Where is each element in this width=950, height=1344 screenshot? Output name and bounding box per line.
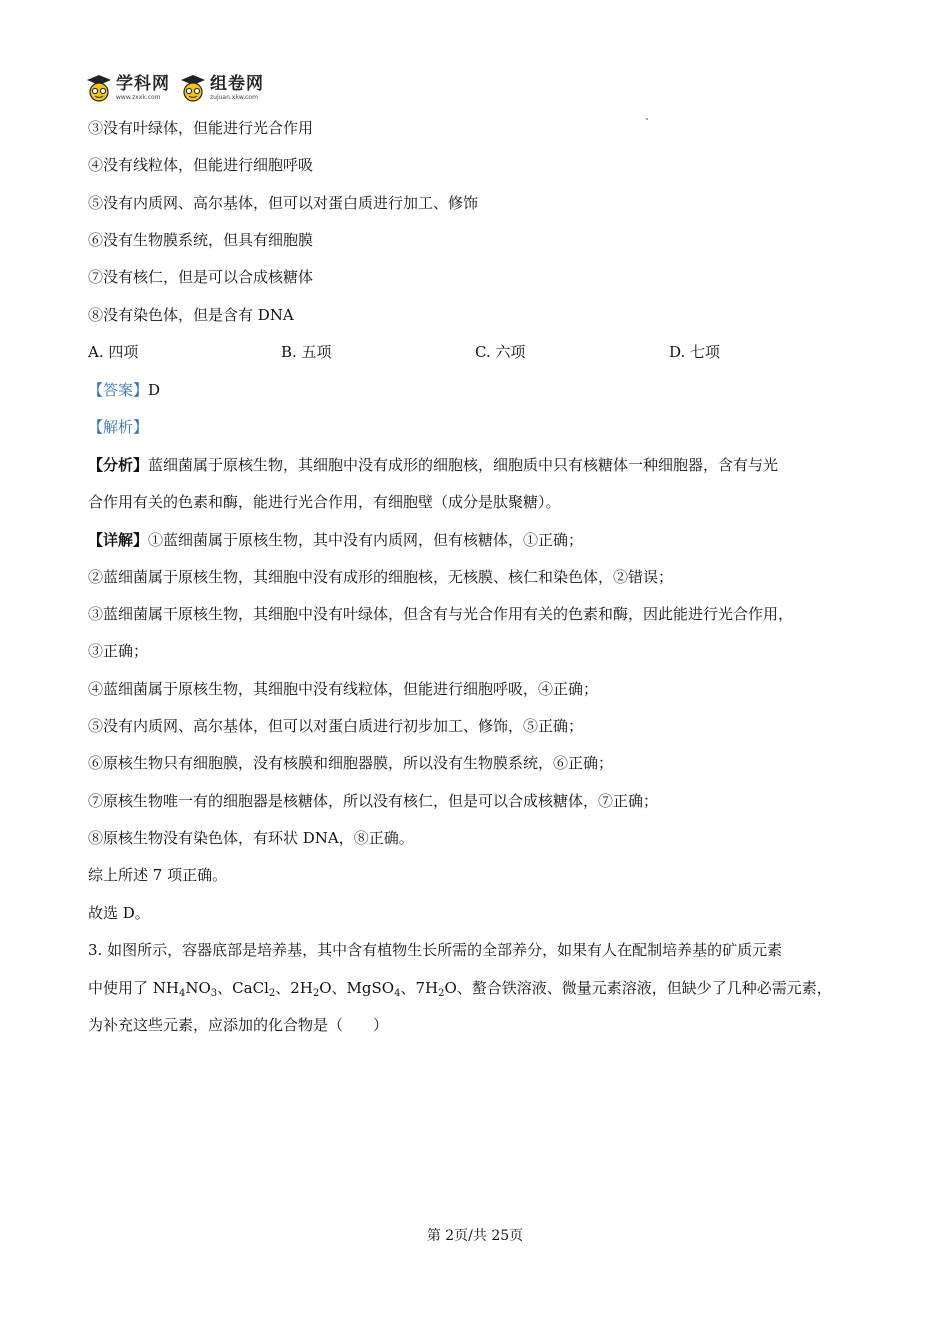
- detail-line: ②蓝细菌属于原核生物，其细胞中没有成形的细胞核，无核膜、核仁和染色体，②错误；: [88, 568, 674, 586]
- analysis-line: 合作用有关的色素和酶，能进行光合作用，有细胞壁（成分是肽聚糖）。: [88, 493, 561, 511]
- detail-line: ⑥原核生物只有细胞膜，没有核膜和细胞器膜，所以没有生物膜系统，⑥正确；: [88, 754, 614, 772]
- header-logos: [86, 72, 264, 104]
- choice-line: 故选 D。: [88, 904, 150, 922]
- question-3-line: 为补充这些元素，应添加的化合物是（ ）: [88, 1016, 389, 1034]
- statement: ⑧没有染色体，但是含有 DNA: [88, 306, 294, 324]
- question-3-line: 3. 如图所示，容器底部是培养基，其中含有植物生长所需的全部养分，如果有人在配制培养基的矿质元素: [88, 941, 783, 959]
- detail-line: ⑤没有内质网、高尔基体，但可以对蛋白质进行初步加工、修饰，⑤正确；: [88, 717, 584, 735]
- option-d: D. 七项: [669, 343, 721, 361]
- question-3-line: 中使用了 $NH_4NO_3$、CaCl$_2$、$2H_2O$、MgSO$_4$、$7H_2O$、螯合铁溶液、微量元素溶液，但缺少了几种必需元素，: [88, 979, 832, 999]
- statement: ③没有叶绿体，但能进行光合作用: [88, 119, 314, 137]
- analysis-text: 蓝细菌属于原核生物，其细胞中没有成形的细胞核，细胞质中只有核糖体一种细胞器，含有与光: [148, 456, 779, 474]
- answer-value: D: [148, 381, 161, 399]
- analysis-line: [88, 455, 778, 475]
- answer-line: [88, 380, 160, 400]
- logo-name: 组卷网: [210, 73, 264, 94]
- statement: ④没有线粒体，但能进行细胞呼吸: [88, 156, 314, 174]
- option-c: C. 六项: [475, 343, 526, 361]
- detail-label: 【详解】: [88, 531, 149, 549]
- statement: ⑥没有生物膜系统，但具有细胞膜: [88, 231, 314, 249]
- answer-label: 【答案】: [88, 381, 149, 399]
- statement: ⑤没有内质网、高尔基体，但可以对蛋白质进行加工、修饰: [88, 194, 479, 212]
- option-b: B. 五项: [281, 343, 332, 361]
- summary-line: 综上所述 7 项正确。: [88, 866, 228, 884]
- detail-line: ④蓝细菌属于原核生物，其细胞中没有线粒体，但能进行细胞呼吸，④正确；: [88, 680, 599, 698]
- graduate-mascot-icon: [180, 74, 206, 102]
- detail-line: [88, 530, 583, 550]
- stray-dot: [646, 118, 648, 120]
- detail-line: ③正确；: [88, 642, 149, 660]
- detail-line: ③蓝细菌属干原核生物，其细胞中没有叶绿体，但含有与光合作用有关的色素和酶，因此能进行光合作用，: [88, 605, 794, 623]
- logo-url: www.zxxk.com: [116, 93, 161, 101]
- analysis-heading: 【解析】: [88, 418, 149, 436]
- logo-zujuan: [180, 74, 264, 102]
- option-a: A. 四项: [88, 343, 139, 361]
- detail-line: ⑧原核生物没有染色体，有环状 DNA，⑧正确。: [88, 829, 414, 847]
- detail-text: ①蓝细菌属于原核生物，其中没有内质网，但有核糖体，①正确；: [148, 531, 584, 549]
- detail-line: ⑦原核生物唯一有的细胞器是核糖体，所以没有核仁，但是可以合成核糖体，⑦正确；: [88, 792, 659, 810]
- analysis-label: 【分析】: [88, 456, 149, 474]
- graduate-mascot-icon: [86, 74, 112, 102]
- page-footer: 第 2页/共 25页: [426, 1228, 524, 1244]
- logo-url: zujuan.xkw.com: [210, 93, 258, 101]
- statement: ⑦没有核仁，但是可以合成核糖体: [88, 268, 314, 286]
- logo-name: 学科网: [116, 73, 170, 94]
- logo-xueke: [86, 74, 170, 102]
